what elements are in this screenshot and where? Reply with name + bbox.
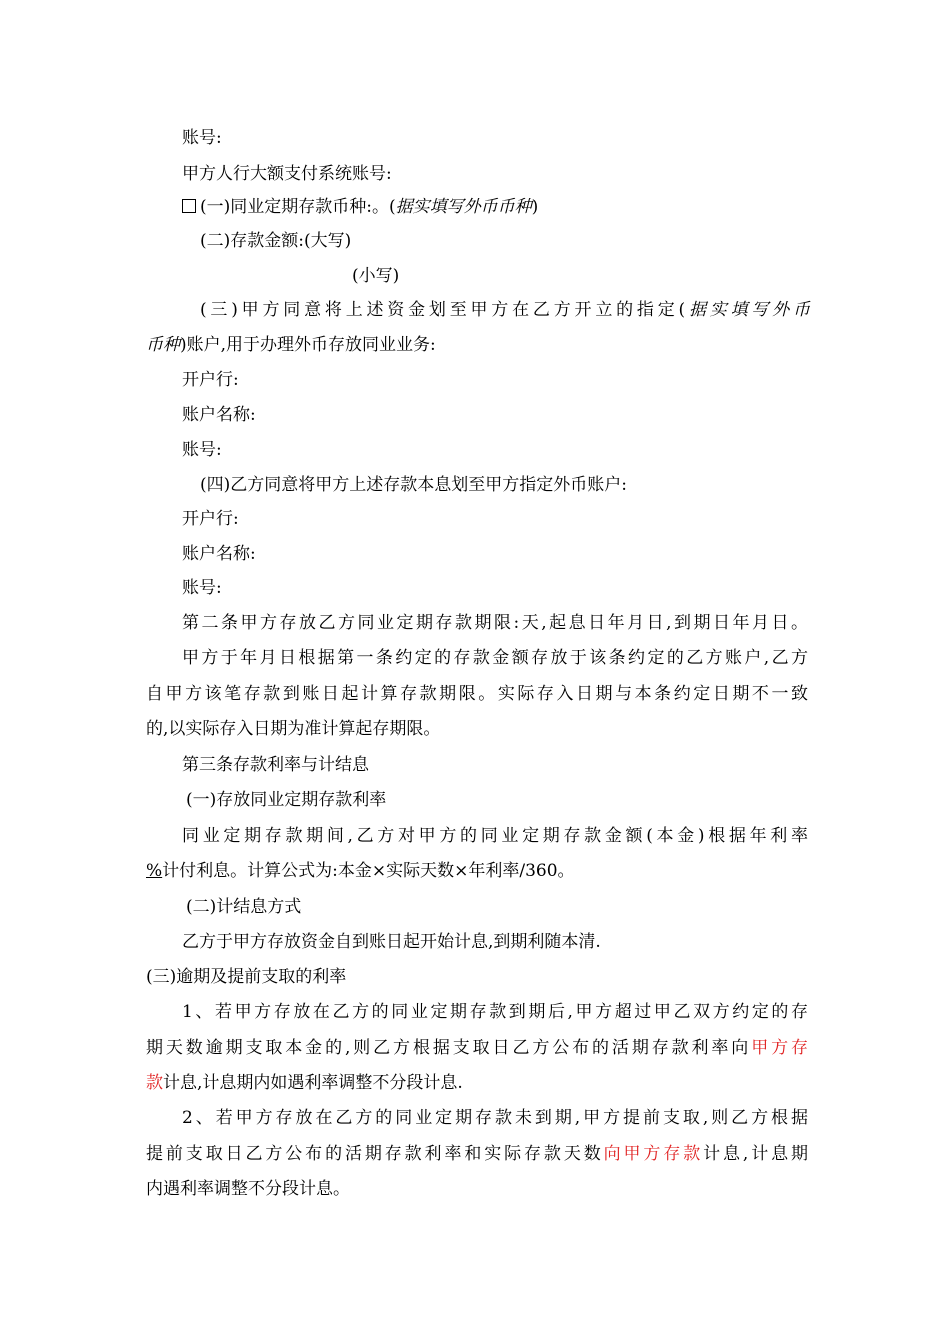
item-two-line-1: 2、若甲方存放在乙方的同业定期存款未到期,甲方提前支取,则乙方根据 [182,1108,808,1128]
account-name-line-2: 账户名称: [182,544,256,564]
article-two-para-line-2: 自甲方该笔存款到账日起计算存款期限。实际存入日期与本条约定日期不一致 [146,684,808,704]
payment-system-account-line: 甲方人行大额支付系统账号: [182,164,392,184]
rate-para-line-2: %计付利息。计算公式为:本金×实际天数×年利率/360。 [146,861,575,881]
interest-method-line: 乙方于甲方存放资金自到账日起开始计息,到期利随本清. [182,932,601,952]
account-number-line-1: 账号: [182,128,222,148]
article-two-para-line-1: 甲方于年月日根据第一条约定的存款金额存放于该条约定的乙方账户,乙方 [182,648,808,668]
item-one-line-1: 1、若甲方存放在乙方的同业定期存款到期后,甲方超过甲乙双方约定的存 [182,1002,808,1022]
item-two-line-2: 提前支取日乙方公布的活期存款利率和实际存款天数向甲方存款计息,计息期 [146,1144,808,1164]
item-one-line-3: 款计息,计息期内如遇利率调整不分段计息. [146,1073,463,1093]
currency-line: (一)同业定期存款币种:。(据实填写外币币种) [182,195,538,219]
deposit-amount-upper-line: (二)存款金额:(大写) [200,231,352,251]
item-two-line-3: 内遇利率调整不分段计息。 [146,1179,350,1199]
account-number-line-3: 账号: [182,578,222,598]
deposit-amount-lower-line: (小写) [352,266,400,286]
checkbox-icon[interactable] [182,199,196,213]
rate-para-line-1: 同业定期存款期间,乙方对甲方的同业定期存款金额(本金)根据年利率 [182,826,808,846]
opening-bank-line-2: 开户行: [182,509,239,529]
article-two-line: 第二条甲方存放乙方同业定期存款期限:天,起息日年月日,到期日年月日。 [182,613,808,633]
opening-bank-line-1: 开户行: [182,370,239,390]
interest-method-heading: (二)计结息方式 [186,897,302,917]
clause-three-line-2: 币种)账户,用于办理外币存放同业业务: [146,335,436,355]
interbank-rate-heading: (一)存放同业定期存款利率 [186,790,387,810]
overdue-early-heading: (三)逾期及提前支取的利率 [146,967,347,987]
item-one-line-2: 期天数逾期支取本金的,则乙方根据支取日乙方公布的活期存款利率向甲方存 [146,1038,808,1058]
article-three-heading: 第三条存款利率与计结息 [182,755,369,775]
account-number-line-2: 账号: [182,440,222,460]
account-name-line-1: 账户名称: [182,405,256,425]
article-two-para-line-3: 的,以实际存入日期为准计算起存期限。 [146,719,441,739]
clause-four-line: (四)乙方同意将甲方上述存款本息划至甲方指定外币账户: [200,475,627,495]
clause-three-line-1: (三)甲方同意将上述资金划至甲方在乙方开立的指定(据实填写外币 [200,300,810,320]
